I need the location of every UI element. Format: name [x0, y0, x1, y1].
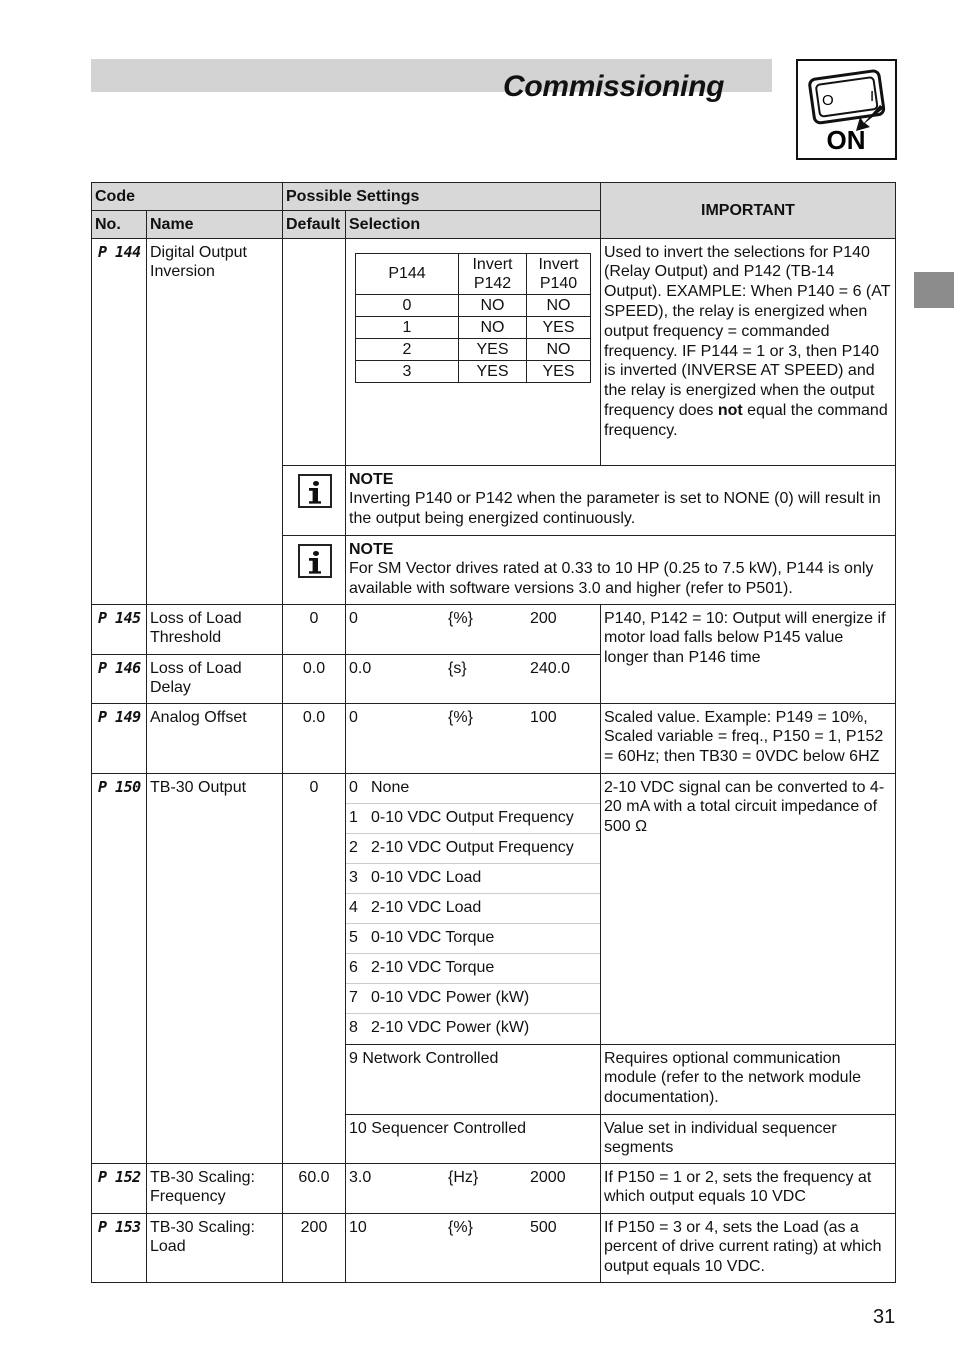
p146-default: 0.0	[283, 654, 346, 703]
p152-selection: 3.0 {Hz} 2000	[346, 1163, 601, 1213]
p152-important: If P150 = 1 or 2, sets the frequency at which output equals 10 VDC	[601, 1163, 896, 1213]
inner-cell: 0	[356, 294, 459, 316]
p150-code: P 150	[92, 773, 147, 1163]
header-code: Code	[92, 183, 283, 211]
switch-o-label: O	[822, 92, 834, 109]
inner-cell: NO	[527, 338, 591, 360]
header-important: IMPORTANT	[601, 183, 896, 239]
p150-important: 2-10 VDC signal can be converted to 4-20 mA with a total circuit impedance of 500 Ω	[601, 773, 896, 1044]
option-row: 5 0-10 VDC Torque	[346, 924, 600, 954]
header-name: Name	[147, 210, 283, 238]
p144-code: P 144	[92, 238, 147, 604]
inner-cell: 1	[356, 316, 459, 338]
info-icon	[298, 544, 332, 578]
p145-name: Loss of Load Threshold	[147, 604, 283, 654]
p146-name: Loss of Load Delay	[147, 654, 283, 703]
header-selection: Selection	[346, 210, 601, 238]
page-number: 31	[873, 1306, 896, 1328]
p149-name: Analog Offset	[147, 703, 283, 773]
p150-default: 0	[283, 773, 346, 1163]
p150-options	[346, 773, 601, 1044]
option-row: 8 2-10 VDC Power (kW)	[349, 1018, 530, 1036]
p144-name: Digital Output Inversion	[147, 238, 283, 604]
p150-option-10-important: Value set in individual sequencer segments	[601, 1114, 896, 1163]
parameter-table	[91, 182, 896, 1283]
inner-header: Invert P142	[459, 253, 527, 294]
page-title: Commissioning	[503, 70, 725, 103]
p152-default: 60.0	[283, 1163, 346, 1213]
inner-cell: YES	[459, 338, 527, 360]
p152-name: TB-30 Scaling: Frequency	[147, 1163, 283, 1213]
p152-code: P 152	[92, 1163, 147, 1213]
option-row: 2 2-10 VDC Output Frequency	[346, 834, 600, 864]
p153-selection: 10 {%} 500	[346, 1213, 601, 1282]
inner-cell: YES	[527, 316, 591, 338]
p149-selection: 0 {%} 100	[346, 703, 601, 773]
p145-code: P 145	[92, 604, 147, 654]
inner-header: P144	[356, 253, 459, 294]
p144-note-1: NOTE Inverting P140 or P142 when the parameter is set to NONE (0) will result in the output being energized continuously.	[346, 465, 896, 535]
p153-name: TB-30 Scaling: Load	[147, 1213, 283, 1282]
p144-note-2: NOTE For SM Vector drives rated at 0.33 to 10 HP (0.25 to 7.5 kW), P144 is only available with software versions 3.0 and higher (refer to P501).	[346, 535, 896, 604]
p153-default: 200	[283, 1213, 346, 1282]
inner-cell: NO	[459, 294, 527, 316]
p146-selection: 0.0 {s} 240.0	[346, 654, 601, 703]
p145-important: P140, P142 = 10: Output will energize if motor load falls below P145 value longer than P146 time	[601, 604, 896, 703]
inner-header: Invert P140	[527, 253, 591, 294]
inner-cell: YES	[459, 360, 527, 382]
header-no: No.	[92, 210, 147, 238]
switch-on-label: ON	[826, 125, 866, 155]
header-default: Default	[283, 210, 346, 238]
option-row: 1 0-10 VDC Output Frequency	[346, 804, 600, 834]
p146-code: P 146	[92, 654, 147, 703]
inner-cell: NO	[459, 316, 527, 338]
inner-cell: 3	[356, 360, 459, 382]
option-row: 0 None	[346, 774, 600, 804]
header-possible-settings: Possible Settings	[283, 183, 601, 211]
option-row: 4 2-10 VDC Load	[346, 894, 600, 924]
p150-option-9-important: Requires optional communication module (refer to the network module documentation).	[601, 1044, 896, 1114]
option-row: 3 0-10 VDC Load	[346, 864, 600, 894]
p145-selection: 0 {%} 200	[346, 604, 601, 654]
p145-default: 0	[283, 604, 346, 654]
inner-cell: 2	[356, 338, 459, 360]
p144-important: Used to invert the selections for P140 (Relay Output) and P142 (TB-14 Output). EXAMPLE: When P140 = 6 (AT SPEED), the relay is energized when output frequency = commanded frequency. IF P144 = 1 or 3, then P140 is inverted (INVERSE AT SPEED) and the relay is energized when the output frequency does not equal the command frequency.	[601, 238, 896, 465]
option-row: 7 0-10 VDC Power (kW)	[346, 984, 600, 1014]
p144-inversion-table	[355, 253, 591, 383]
inner-cell: NO	[527, 294, 591, 316]
inner-cell: YES	[527, 360, 591, 382]
p149-code: P 149	[92, 703, 147, 773]
p150-name: TB-30 Output	[147, 773, 283, 1163]
p153-important: If P150 = 3 or 4, sets the Load (as a percent of drive current rating) at which output equals 10 VDC.	[601, 1213, 896, 1282]
p153-code: P 153	[92, 1213, 147, 1282]
section-tab	[914, 272, 954, 308]
info-icon	[298, 474, 332, 508]
p149-important: Scaled value. Example: P149 = 10%, Scaled variable = freq., P150 = 1, P152 = 60Hz; then TB30 = 0VDC below 6HZ	[601, 703, 896, 773]
p149-default: 0.0	[283, 703, 346, 773]
p150-option-10: 10 Sequencer Controlled	[346, 1114, 601, 1163]
on-switch-icon	[796, 59, 897, 160]
p150-option-9: 9 Network Controlled	[346, 1044, 601, 1114]
switch-i-label: I	[870, 88, 875, 105]
p144-selection-cell	[346, 238, 601, 465]
option-row: 6 2-10 VDC Torque	[346, 954, 600, 984]
